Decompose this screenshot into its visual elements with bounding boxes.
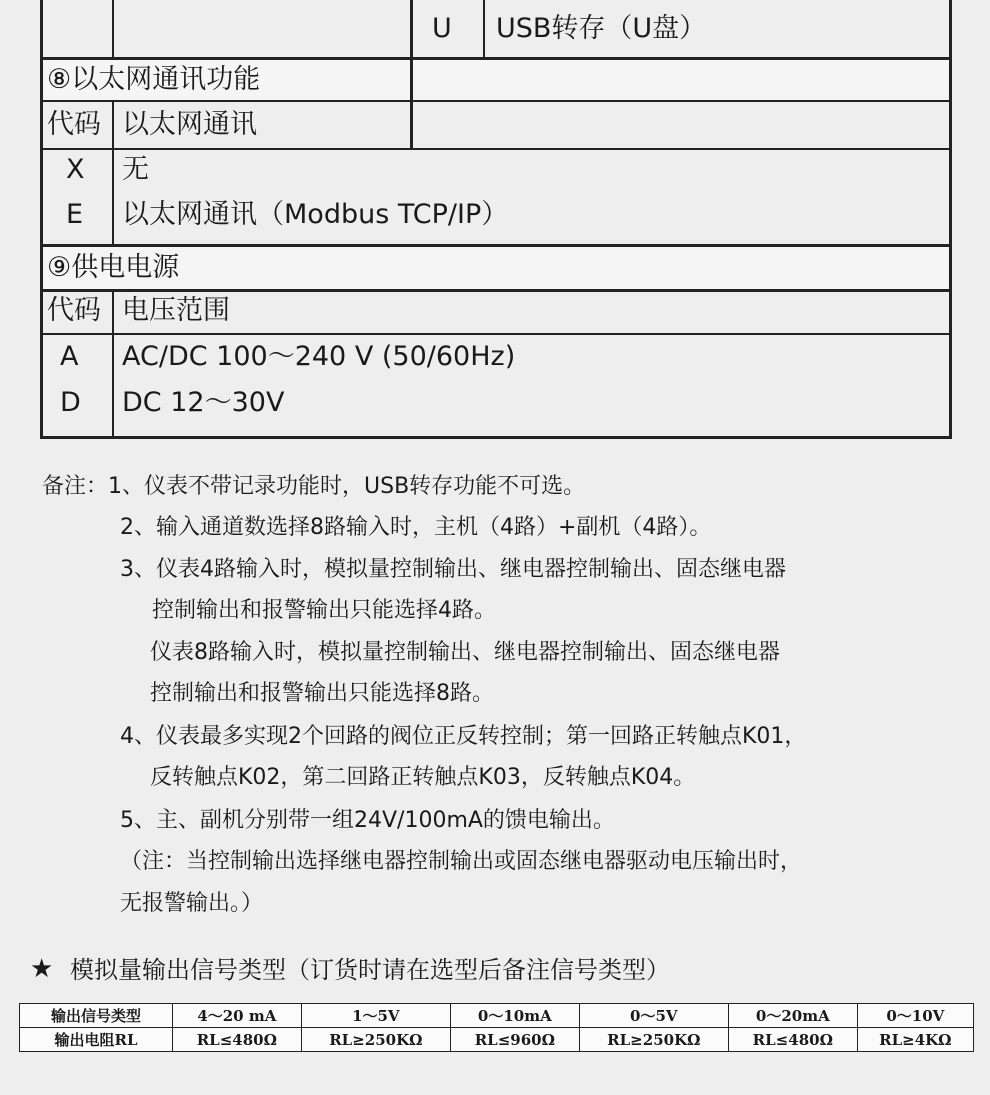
ethernet-row-desc: 无 [122, 154, 149, 185]
signal-type-cell: 0～20mA [728, 1004, 857, 1028]
output-resistance-row [20, 1028, 974, 1052]
table-bottom-border [40, 436, 952, 439]
top-row-code: U [432, 13, 452, 44]
note-line: 3、仪表4路输入时，模拟量控制输出、继电器控制输出、固态继电器 [120, 557, 786, 582]
output-resistance-label: 输出电阻RL [20, 1028, 173, 1052]
table-right-border [949, 0, 952, 439]
ethernet-header-desc: 以太网通讯 [122, 109, 257, 140]
analog-title: 模拟量输出信号类型（订货时请在选型后备注信号类型） [70, 956, 670, 984]
power-header-code: 代码 [47, 295, 101, 326]
note-line: 5、主、副机分别带一组24V/100mA的馈电输出。 [120, 808, 615, 833]
note-line: （注：当控制输出选择继电器控制输出或固态继电器驱动电压输出时， [120, 849, 803, 874]
note-line: 无报警输出。） [120, 891, 264, 916]
vline-code-eth [112, 101, 114, 245]
ethernet-row-code: X [66, 154, 85, 185]
output-resistance-cell: RL≥4KΩ [857, 1028, 973, 1052]
power-row-code: A [60, 341, 79, 372]
note-line: 反转触点K02，第二回路正转触点K03，反转触点K04。 [150, 765, 696, 790]
note-line: 控制输出和报警输出只能选择4路。 [152, 598, 496, 623]
vline-mid [410, 0, 413, 150]
output-resistance-cell: RL≤480Ω [173, 1028, 302, 1052]
signal-type-cell: 0～10mA [450, 1004, 579, 1028]
ethernet-row-desc: 以太网通讯（Modbus TCP/IP） [122, 199, 509, 230]
signal-type-table [19, 1003, 974, 1052]
top-row-desc: USB转存（U盘） [496, 13, 707, 44]
hline-2 [40, 100, 952, 102]
signal-type-cell: 0～10V [857, 1004, 973, 1028]
output-resistance-cell: RL≤480Ω [728, 1028, 857, 1052]
output-resistance-cell: RL≥250KΩ [301, 1028, 450, 1052]
output-resistance-cell: RL≤960Ω [450, 1028, 579, 1052]
ethernet-row-code: E [66, 199, 84, 230]
vline-code-top [112, 0, 114, 58]
note-line: 控制输出和报警输出只能选择8路。 [150, 681, 494, 706]
power-row-desc: DC 12～30V [122, 387, 285, 418]
power-row-desc: AC/DC 100～240 V (50/60Hz) [122, 341, 516, 372]
hline-4 [40, 244, 952, 247]
hline-3 [40, 148, 952, 150]
output-resistance-cell: RL≥250KΩ [579, 1028, 728, 1052]
signal-type-row [20, 1004, 974, 1028]
ethernet-title: ⑧以太网通讯功能 [47, 64, 261, 95]
vline-code-power [112, 291, 114, 437]
signal-type-label: 输出信号类型 [20, 1004, 173, 1028]
signal-type-cell: 0～5V [579, 1004, 728, 1028]
power-header-desc: 电压范围 [122, 295, 230, 326]
signal-type-cell: 1～5V [301, 1004, 450, 1028]
ethernet-header-code: 代码 [47, 109, 101, 140]
hline-6 [40, 333, 952, 335]
note-line: 仪表8路输入时，模拟量控制输出、继电器控制输出、固态继电器 [150, 640, 780, 665]
signal-type-cell: 4～20 mA [173, 1004, 302, 1028]
hline-5 [40, 289, 952, 292]
star-icon: ★ [30, 954, 54, 984]
hline-1 [40, 57, 952, 60]
power-row-code: D [60, 387, 81, 418]
note-line: 2、输入通道数选择8路输入时，主机（4路）+副机（4路）。 [120, 515, 712, 540]
table-left-border [40, 0, 43, 439]
vline-u [483, 0, 485, 58]
note-line: 备注：1、仪表不带记录功能时，USB转存功能不可选。 [42, 474, 586, 499]
note-line: 4、仪表最多实现2个回路的阀位正反转控制；第一回路正转触点K01， [120, 724, 807, 749]
power-title: ⑨供电电源 [47, 252, 180, 283]
